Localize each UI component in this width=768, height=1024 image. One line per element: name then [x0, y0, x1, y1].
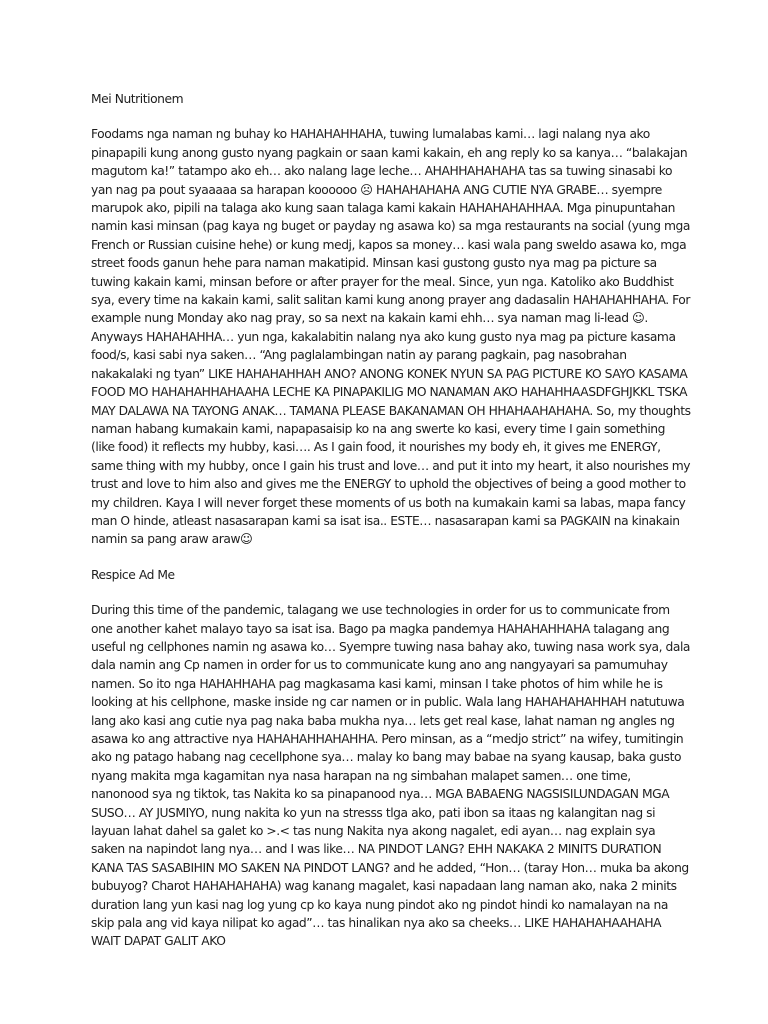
section-paragraph: Foodams nga naman ng buhay ko HAHAHAHHAHA, tuwing lumalabas kami… lagi nalang nya ako pinapapili kung anong gusto nyang pagkain or saan kami kakain, eh ang reply ko sa kanya… “balakajan magutom ka!” tatampo ako eh… ako nalang lage leche… AHAHHAHAHAHA tas sa tuwing sinasabi ko yan nag pa pout syaaaaa sa harapan koooooo ☹ HAHAHAHAHA ANG CUTIE NYA GRABE… syempre marupok ako, pipili na talaga ako kung saan talaga kami kakain HAHAHAHAHHAA. Mga pinupuntahan namin kasi minsan (pag kaya ng buget or payday ng asawa ko) sa mga restaurants na social (yung mga French or Russian cuisine hehe) or kung medj, kapos sa money… kasi wala pang sweldo asawa ko, mga street foods ganun hehe para naman makatipid. Minsan kasi gustong gusto nya mag pa picture sa tuwing kakain kami, minsan before or after prayer for the meal. Since, yun nga. Katoliko ako Buddhist sya, every time na kakain kami, salit salitan kami kung anong prayer ang dadasalin HAHAHAHHAHA. For example nung Monday ako nag pray, so sa next na kakain kami ehh… sya naman mag li-lead ☺. Anyways HAHAHAHHA… yun nga, kakalabitin nalang nya ako kung gusto nya mag pa picture kasama food/s, kasi sabi nya saken… “Ang paglalambingan natin ay parang pagkain, pag nasobrahan nakakalaki ng tyan” LIKE HAHAHAHHAH ANO? ANONG KONEK NYUN SA PAG PICTURE KO SAYO KASAMA FOOD MO HAHAHAHHAHAAHA LECHE KA PINAPAKILIG MO NANAMAN AKO HAHAHHAASDFGHJKKL TSKA MAY DALAWA NA TAYONG ANAK… TAMANA PLEASE BAKANAMAN OH HHAHAAHAHAHA. So, my thoughts naman habang kumakain kami, napapasaisip ko na ang swerte ko kasi, every time I gain something (like food) it reflects my hubby, kasi…. As I gain food, it nourishes my body eh, it gives me ENERGY, same thing with my hubby, once I gain his trust and love… and put it into my heart, it also nourishes my trust and love to him also and gives me the ENERGY to uphold the objectives of being a good mother to my children. Kaya I will never forget these moments of us both na kumakain kami sa labas, mapa fancy man O hinde, atleast nasasarapan kami sa isat isa.. ESTE… nasasarapan kami sa PAGKAIN na kinakain namin sa pang araw araw☺	[91, 127, 691, 547]
section-mei-nutritionem	[91, 90, 691, 549]
section-paragraph: During this time of the pandemic, talagang we use technologies in order for us to communicate from one another kahet malayo tayo sa isat isa. Bago pa magka pandemya HAHAHAHHAHA talagang ang useful ng cellphones namin ng asawa ko… Syempre tuwing nasa bahay ako, tuwing nasa work sya, dala dala namin ang Cp namen in order for us to communicate kung ano ang nangyayari sa pamumuhay namen. So ito nga HAHAHHAHA pag magkasama kasi kami, minsan I take photos of him while he is looking at his cellphone, maske inside ng car namen or in public. Wala lang HAHAHAHAHHAH natutuwa lang ako kasi ang cutie nya pag naka baba mukha nya… lets get real kase, lahat naman ng angles ng asawa ko ang attractive nya HAHAHAHHAHAHHA. Pero minsan, as a “medjo strict” na wifey, tumitingin ako ng patago habang nag cecellphone sya… malay ko bang may babae na syang kausap, baka gusto nyang makita mga kagamitan nya nasa harapan na ng simbahan malapet samen… one time, nanonood sya ng tiktok, tas Nakita ko sa pinapanood nya… MGA BABAENG NAGSISILUNDAGAN MGA SUSO… AY JUSMIYO, nung nakita ko yun na stresss tlga ako, pati ibon sa itaas ng kalangitan nag si layuan lahat dahel sa galet ko >.< tas nung Nakita nya akong nagalet, edi ayan… nag explain sya saken na napindot lang nya… and I was like… NA PINDOT LANG? EHH NAKAKA 2 MINITS DURATION KANA TAS SASABIHIN MO SAKEN NA PINDOT LANG? and he added, “Hon… (taray Hon… muka ba akong bubuyog? Charot HAHAHAHAHA) wag kanang magalet, kasi napadaan lang naman ako, naka 2 minits duration lang yun kasi nag log yung cp ko kaya nung pindot ako ng pindot hindi ko namalayan na na skip pala ang vid kaya nilipat ko agad”… tas hinalikan nya ako sa cheeks… LIKE HAHAHAHAAHAHA WAIT DAPAT GALIT AKO	[91, 603, 691, 949]
document-page	[91, 90, 691, 968]
section-title: Mei Nutritionem	[91, 92, 184, 106]
section-respice-ad-me	[91, 566, 691, 951]
section-title: Respice Ad Me	[91, 567, 175, 582]
